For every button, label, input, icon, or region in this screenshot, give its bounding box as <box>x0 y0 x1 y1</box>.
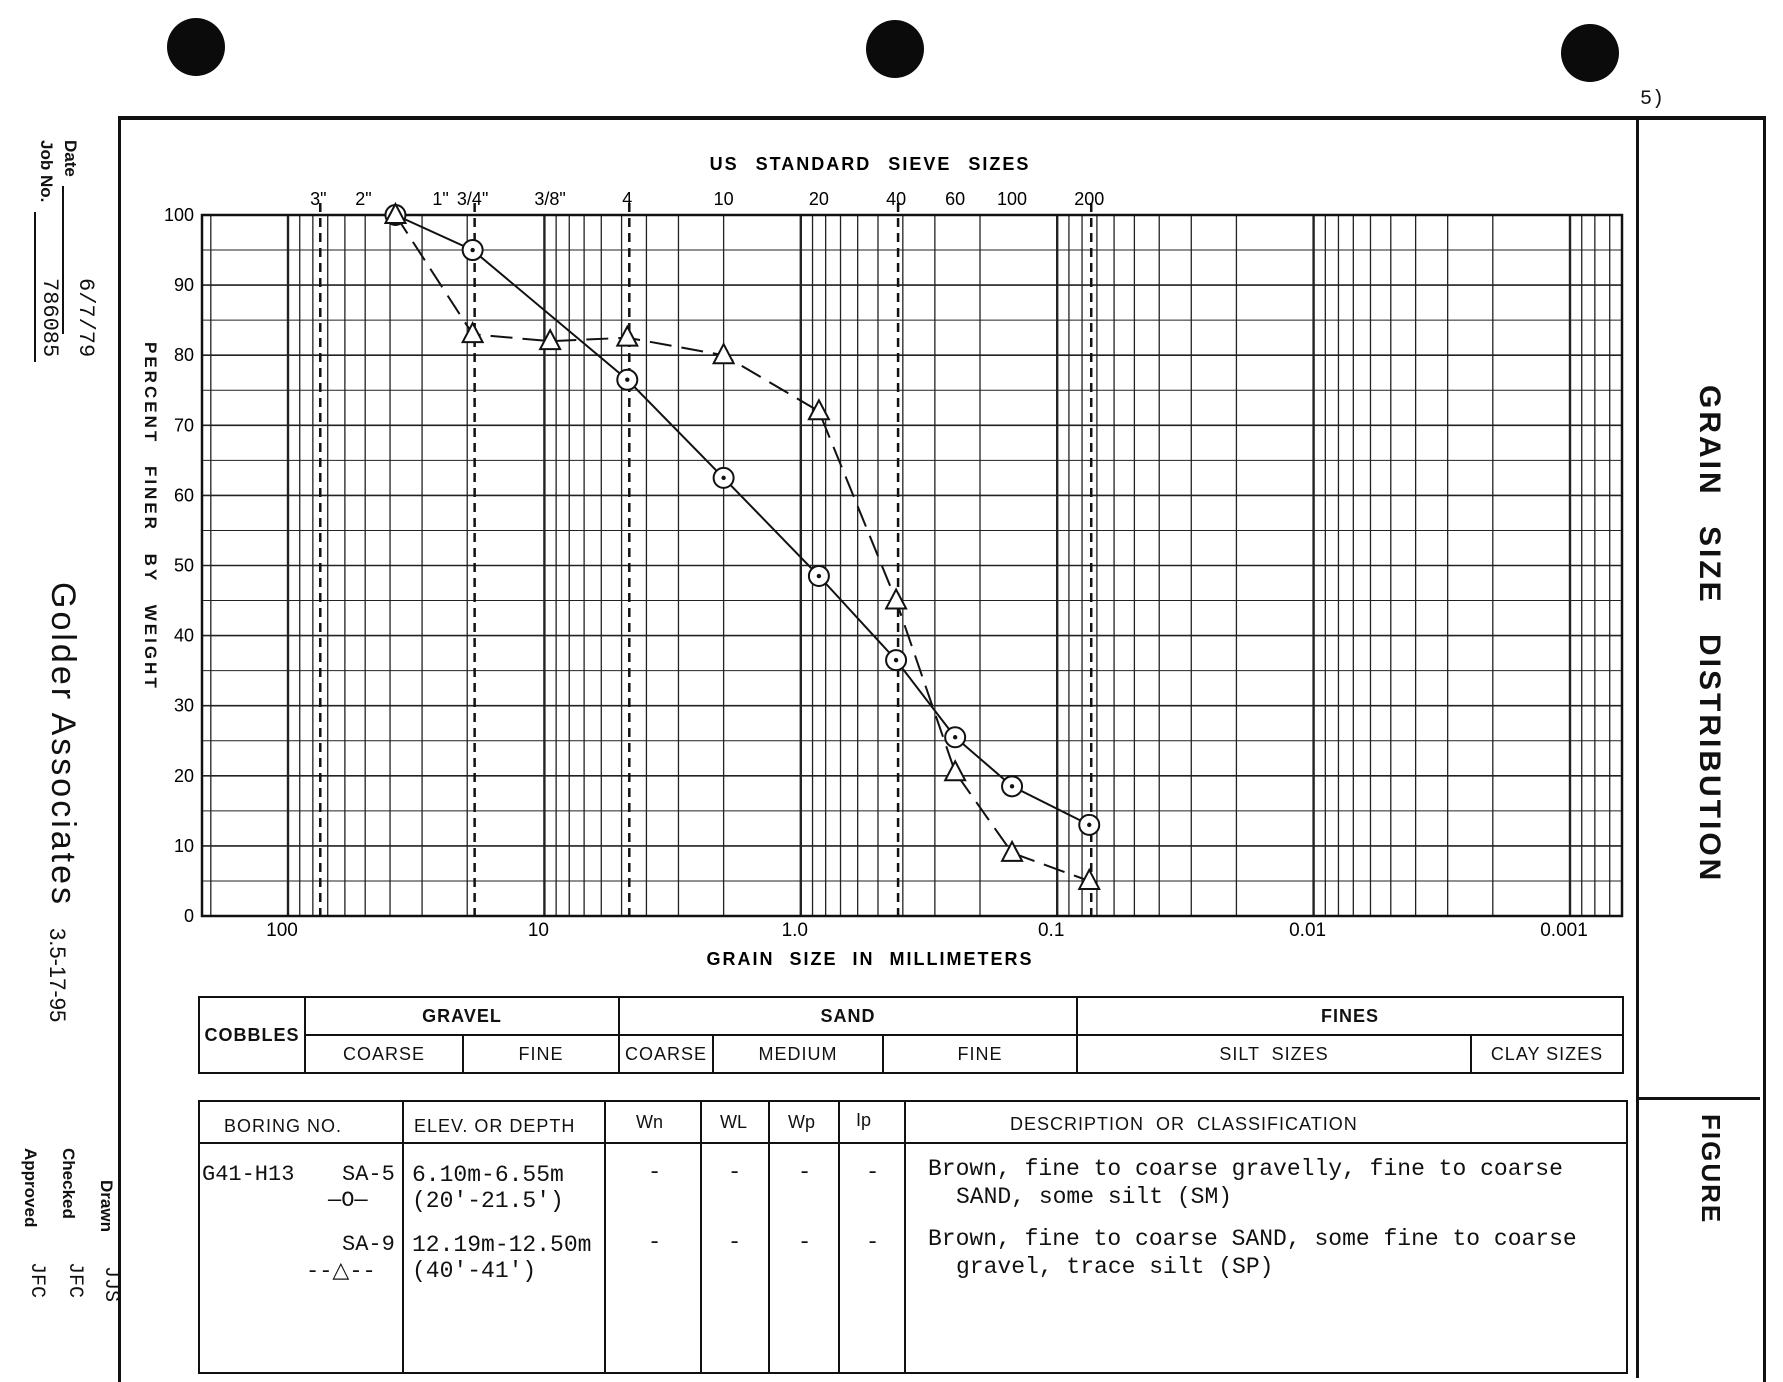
header-wl: WL <box>720 1112 747 1132</box>
y-tick-label: 30 <box>173 695 194 716</box>
wl-value: - <box>728 1230 742 1255</box>
sieve-label: 3/4" <box>456 189 489 209</box>
figure-title: GRAIN SIZE DISTRIBUTION <box>1693 385 1726 884</box>
sand-coarse-cell: COARSE <box>619 1035 713 1073</box>
y-tick-label: 0 <box>183 906 194 926</box>
sample-legend: —O— <box>328 1188 368 1213</box>
header-wp: Wp <box>788 1112 815 1132</box>
sieve-label: 40 <box>886 189 907 209</box>
figure-separator <box>1636 1097 1760 1100</box>
data-point-center <box>817 574 821 578</box>
data-point-center <box>625 378 629 382</box>
gravel-fine-cell: FINE <box>463 1035 619 1073</box>
sieve-label: 4 <box>622 189 633 209</box>
elev-ft: (40'-41') <box>412 1258 537 1284</box>
sample-legend: --△-- <box>306 1259 376 1284</box>
header-elev: ELEV. OR DEPTH <box>414 1116 576 1136</box>
sieve-label: 60 <box>945 189 966 209</box>
data-point-center <box>1010 784 1014 788</box>
drawn-value: JJS <box>99 1266 122 1303</box>
col-divider <box>700 1100 702 1372</box>
ip-value: - <box>866 1230 880 1255</box>
y-tick-label: 50 <box>173 555 194 576</box>
data-point-center <box>953 735 957 739</box>
figure-label: FIGURE <box>1696 1114 1726 1225</box>
description-line: SAND, some silt (SM) <box>956 1184 1233 1210</box>
y-tick-label: 20 <box>173 765 194 786</box>
header-desc: DESCRIPTION OR CLASSIFICATION <box>1010 1114 1358 1134</box>
y-tick-label: 80 <box>173 345 194 366</box>
sample-id: SA-5 <box>342 1162 395 1187</box>
data-point-center <box>1087 823 1091 827</box>
description-line: Brown, fine to coarse SAND, some fine to coarse <box>928 1226 1577 1252</box>
x-tick-label: 10 <box>527 920 549 941</box>
col-divider <box>402 1100 404 1372</box>
gravel-cell: GRAVEL <box>305 997 619 1035</box>
boring-number: G41-H13 <box>202 1162 295 1187</box>
y-tick-label: 100 <box>163 205 194 225</box>
corner-mark: 5) <box>1640 88 1665 111</box>
header-ip: Ip <box>856 1110 872 1130</box>
fines-cell: FINES <box>1077 997 1623 1035</box>
date-value: 6/7/79 <box>73 278 98 358</box>
y-tick-label: 60 <box>173 485 194 506</box>
sieve-label: 3" <box>310 189 327 209</box>
wn-value: - <box>648 1160 662 1185</box>
data-point-center <box>894 658 898 662</box>
col-divider <box>904 1100 906 1372</box>
cobbles-cell: COBBLES <box>199 997 305 1073</box>
form-code: 3.5-17-95 <box>45 928 70 1023</box>
y-tick-label: 90 <box>173 275 194 296</box>
checked-value: JFC <box>63 1262 86 1299</box>
data-point-center <box>470 248 474 252</box>
data-point-triangle <box>1002 842 1022 861</box>
approved-label: Approved <box>21 1148 40 1228</box>
y-tick-label: 40 <box>173 625 194 646</box>
checked-label: Checked <box>59 1148 78 1219</box>
x-tick-label: 0.01 <box>1289 920 1327 941</box>
silt-cell: SILT SIZES <box>1077 1035 1471 1073</box>
col-divider <box>838 1100 840 1372</box>
sample-id: SA-9 <box>342 1232 395 1257</box>
chart-title: US STANDARD SIEVE SIZES <box>709 154 1031 174</box>
series-line-sa-5 <box>396 215 1090 825</box>
sieve-label: 3/8" <box>534 189 566 209</box>
elev-m: 12.19m-12.50m <box>412 1232 592 1258</box>
elev-m: 6.10m-6.55m <box>412 1162 564 1188</box>
x-tick-label: 0.001 <box>1540 920 1588 941</box>
description-line: Brown, fine to coarse gravelly, fine to coarse <box>928 1156 1563 1182</box>
description-line: gravel, trace silt (SP) <box>956 1254 1274 1280</box>
col-divider <box>768 1100 770 1372</box>
gravel-coarse-cell: COARSE <box>305 1035 463 1073</box>
elev-ft: (20'-21.5') <box>412 1188 564 1214</box>
wp-value: - <box>798 1160 812 1185</box>
job-label: Job No. <box>37 140 56 203</box>
approved-value: JFC <box>25 1262 48 1299</box>
date-label: Date <box>61 140 80 177</box>
soil-classification-bar <box>198 996 1624 1074</box>
samples-header-line <box>198 1142 1626 1144</box>
header-boring: BORING NO. <box>224 1116 343 1136</box>
job-value: 786085 <box>37 278 62 358</box>
company-name: Golder Associates <box>44 582 82 908</box>
data-point-triangle <box>463 323 483 342</box>
x-axis-label: GRAIN SIZE IN MILLIMETERS <box>706 949 1034 969</box>
sieve-label: 1" <box>432 189 449 209</box>
x-tick-label: 100 <box>266 920 298 941</box>
sieve-label: 10 <box>713 189 734 209</box>
y-axis-label: PERCENT FINER BY WEIGHT <box>141 342 160 691</box>
clay-cell: CLAY SIZES <box>1471 1035 1623 1073</box>
sieve-label: 20 <box>808 189 829 209</box>
sieve-label: 200 <box>1074 189 1105 209</box>
y-tick-label: 70 <box>173 415 194 436</box>
header-wn: Wn <box>636 1112 663 1132</box>
wl-value: - <box>728 1160 742 1185</box>
sand-cell: SAND <box>619 997 1077 1035</box>
series-line-sa-9 <box>396 215 1090 881</box>
col-divider <box>604 1100 606 1372</box>
x-tick-label: 0.1 <box>1037 920 1065 941</box>
x-tick-label: 1.0 <box>781 920 809 941</box>
wn-value: - <box>648 1230 662 1255</box>
wp-value: - <box>798 1230 812 1255</box>
data-point-triangle <box>617 327 637 346</box>
sieve-label: 2" <box>355 189 372 209</box>
ip-value: - <box>866 1160 880 1185</box>
sand-fine-cell: FINE <box>883 1035 1077 1073</box>
y-tick-label: 10 <box>173 835 194 856</box>
data-point-center <box>721 476 725 480</box>
data-point-triangle <box>945 761 965 780</box>
sieve-label: 100 <box>997 189 1028 209</box>
sand-medium-cell: MEDIUM <box>713 1035 883 1073</box>
drawn-label: Drawn <box>97 1180 116 1232</box>
